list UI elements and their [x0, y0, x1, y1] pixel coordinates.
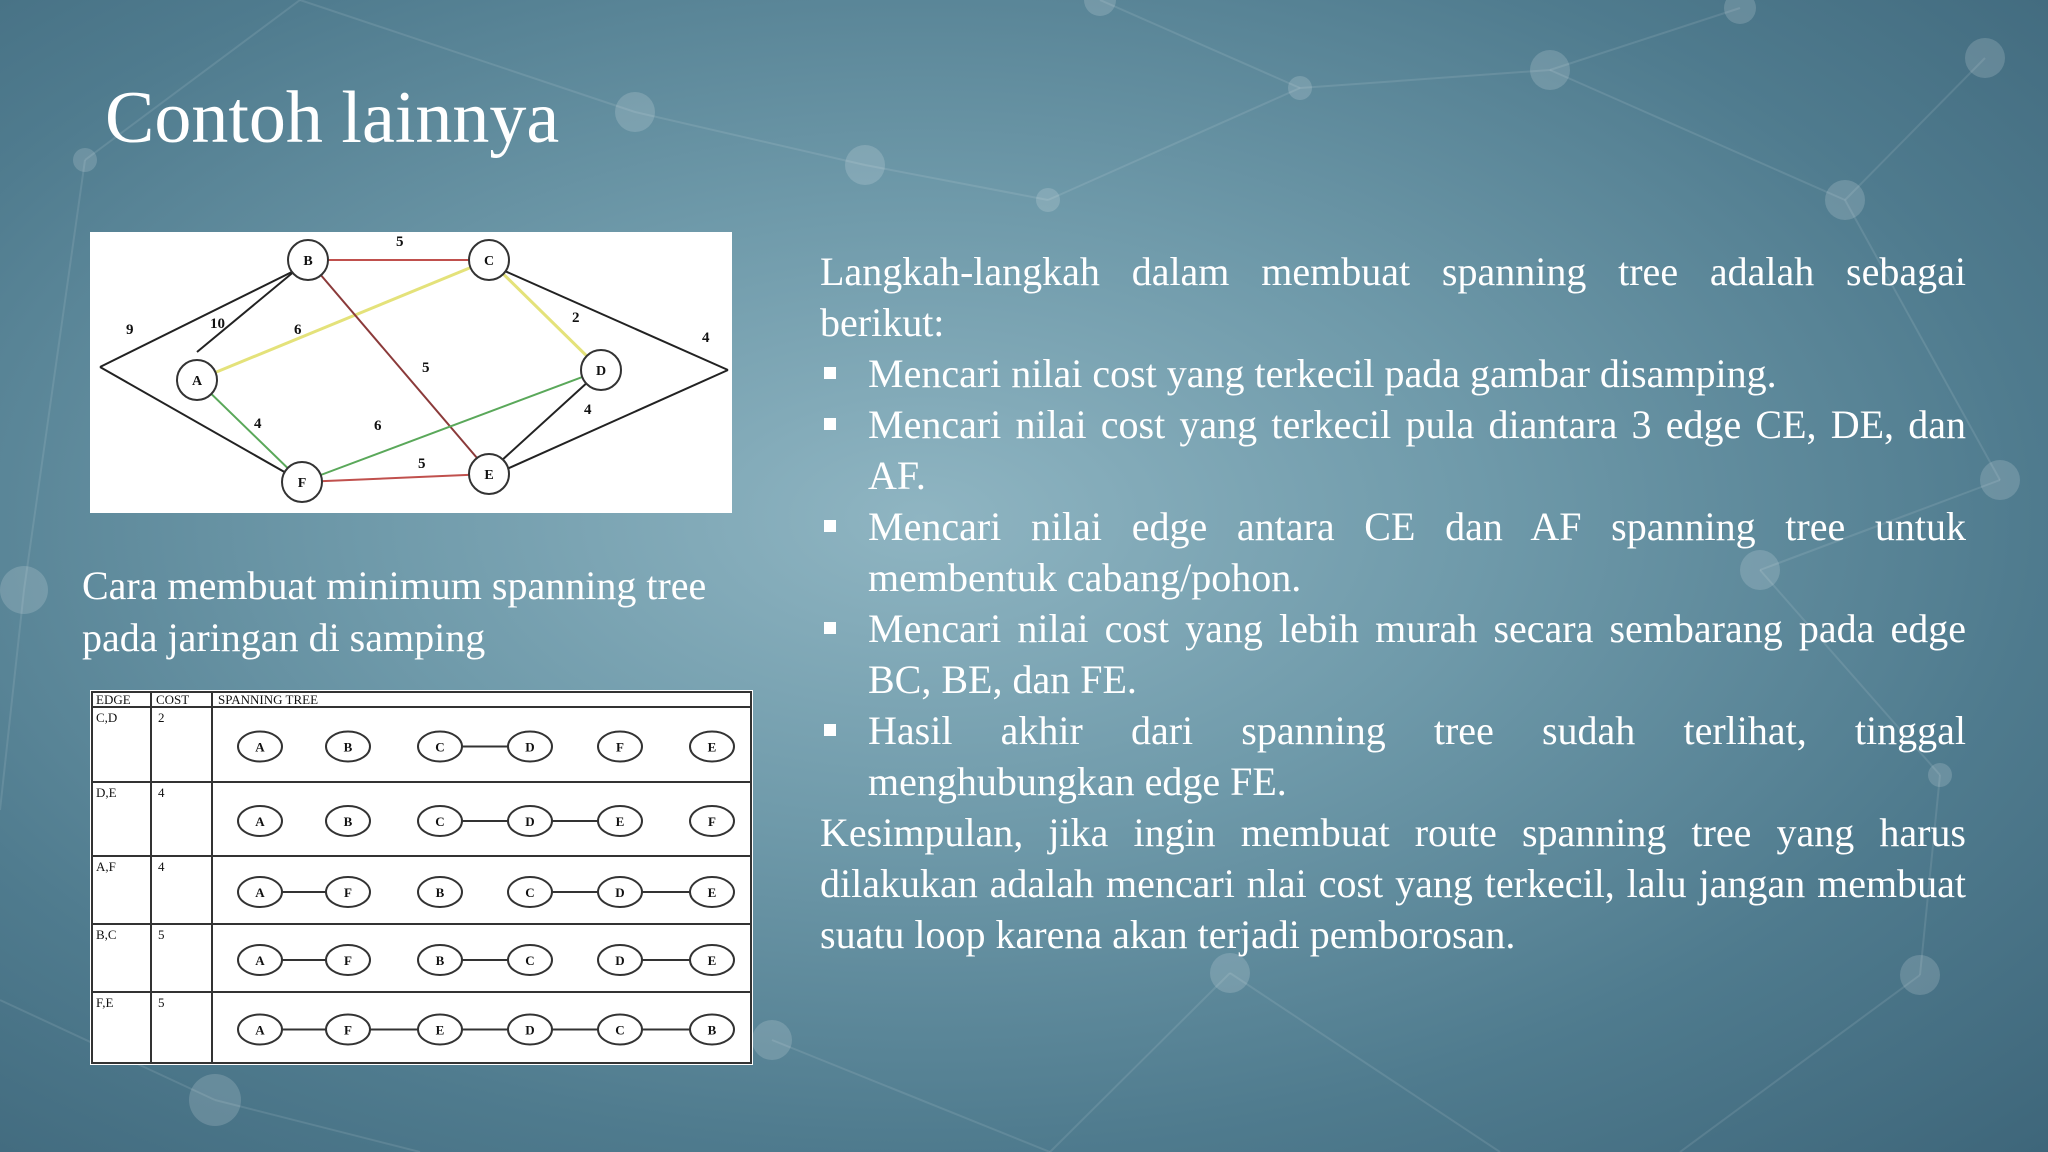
caption-line-1: Cara membuat minimum spanning tree — [82, 563, 707, 608]
node-d-label: D — [595, 364, 607, 379]
row-cost: 2 — [158, 710, 165, 725]
table-row — [96, 995, 734, 1045]
tree-node-label: B — [707, 1022, 717, 1038]
cost-f-e: 5 — [418, 456, 426, 472]
node-e-label: E — [484, 468, 494, 483]
edge-f-d — [302, 370, 601, 482]
step-text: Mencari nilai cost yang terkecil pada gambar disamping. — [868, 351, 1777, 396]
row-edge: B,C — [96, 927, 117, 942]
edge-c-d — [489, 260, 601, 370]
network-graph-figure — [90, 232, 732, 513]
tree-node-label: C — [525, 885, 535, 900]
tree-node-label: E — [707, 885, 717, 900]
table-row — [96, 927, 734, 975]
square-bullet-icon — [824, 520, 836, 532]
explanation-text — [820, 246, 1966, 960]
tree-node-label: D — [525, 739, 535, 755]
tree-node-label: D — [615, 885, 625, 900]
step-text: Mencari nilai cost yang terkecil pula diantara 3 edge CE, DE, dan AF. — [868, 402, 1966, 498]
node-f-label: F — [297, 476, 307, 491]
cost-f-d: 6 — [374, 418, 382, 434]
cost-left-outer: 9 — [126, 322, 134, 338]
tree-node-label: B — [435, 953, 445, 968]
table-row — [96, 859, 734, 907]
cost-right-outer: 4 — [702, 330, 710, 346]
tree-node-label: B — [435, 885, 445, 900]
network-graph — [90, 232, 732, 513]
tree-node-label: A — [255, 739, 265, 755]
cost-d-e: 4 — [584, 402, 592, 418]
square-bullet-icon — [824, 622, 836, 634]
tree-node-label: E — [435, 1022, 445, 1038]
tree-node-label: F — [344, 1022, 352, 1038]
tree-node-label: A — [255, 1022, 265, 1038]
tree-node-label: A — [255, 953, 265, 968]
row-cost: 5 — [158, 927, 165, 942]
step-item — [820, 501, 1966, 603]
edge-a-c — [197, 260, 489, 380]
steps-list — [820, 348, 1966, 807]
cost-a-b: 10 — [210, 316, 225, 332]
tree-node-label: A — [255, 814, 265, 829]
step-item — [820, 705, 1966, 807]
tree-node-label: F — [708, 814, 716, 829]
table-header-cost: COST — [156, 692, 190, 707]
tree-node-label: C — [615, 1022, 625, 1038]
square-bullet-icon — [824, 367, 836, 379]
tree-node-label: D — [525, 1022, 535, 1038]
cost-b-c: 5 — [396, 234, 404, 250]
tree-node-label: D — [525, 814, 535, 829]
tree-node-label: F — [344, 885, 352, 900]
square-bullet-icon — [824, 724, 836, 736]
tree-node-label: E — [707, 739, 717, 755]
square-bullet-icon — [824, 418, 836, 430]
step-text: Mencari nilai cost yang lebih murah secara sembarang pada edge BC, BE, dan FE. — [868, 606, 1966, 702]
row-edge: A,F — [96, 859, 116, 874]
cost-a-c: 6 — [294, 322, 302, 338]
graph-caption — [82, 560, 762, 664]
step-item — [820, 399, 1966, 501]
edge-d-e — [489, 370, 601, 472]
row-edge: F,E — [96, 995, 114, 1010]
row-cost: 4 — [158, 859, 165, 874]
row-edge: D,E — [96, 785, 117, 800]
tree-node-label: B — [343, 739, 353, 755]
tree-node-label: F — [344, 953, 352, 968]
edge-f-e — [302, 474, 489, 482]
step-text: Hasil akhir dari spanning tree sudah terlihat, tinggal menghubungkan edge FE. — [868, 708, 1966, 804]
tree-node-label: B — [343, 814, 353, 829]
row-cost: 5 — [158, 995, 165, 1010]
cost-b-e: 5 — [422, 360, 430, 376]
spanning-tree-table-figure — [90, 690, 753, 1065]
node-a-label: A — [191, 374, 203, 389]
table-row — [96, 785, 734, 836]
node-c-label: C — [483, 254, 495, 269]
tree-node-label: E — [707, 953, 717, 968]
table-header-edge: EDGE — [96, 692, 131, 707]
tree-node-label: C — [525, 953, 535, 968]
caption-line-2: pada jaringan di samping — [82, 615, 486, 660]
edge-b-e — [308, 260, 489, 472]
tree-node-label: D — [615, 953, 625, 968]
intro-paragraph: Langkah-langkah dalam membuat spanning tree adalah sebagai berikut: — [820, 249, 1966, 345]
slide-title: Contoh lainnya — [105, 77, 560, 159]
row-edge: C,D — [96, 710, 118, 725]
step-item — [820, 348, 1966, 399]
edge-left-outer-top — [100, 264, 308, 367]
step-item — [820, 603, 1966, 705]
tree-node-label: A — [255, 885, 265, 900]
cost-c-d: 2 — [572, 310, 580, 326]
node-b-label: B — [303, 254, 313, 269]
cost-a-f: 4 — [254, 416, 262, 432]
tree-node-label: C — [435, 814, 445, 829]
spanning-tree-table — [90, 690, 753, 1065]
tree-node-label: E — [615, 814, 625, 829]
step-text: Mencari nilai edge antara CE dan AF spanning tree untuk membentuk cabang/pohon. — [868, 504, 1966, 600]
tree-node-label: C — [435, 739, 445, 755]
table-row — [96, 710, 734, 762]
row-cost: 4 — [158, 785, 165, 800]
conclusion-paragraph: Kesimpulan, jika ingin membuat route spanning tree yang harus dilakukan adalah mencari nlai cost yang terkecil, lalu jangan membuat suatu loop karena akan terjadi pemborosan. — [820, 810, 1966, 957]
table-header-spanning-tree: SPANNING TREE — [218, 692, 319, 707]
tree-node-label: F — [616, 739, 624, 755]
edge-a-b — [197, 260, 308, 352]
